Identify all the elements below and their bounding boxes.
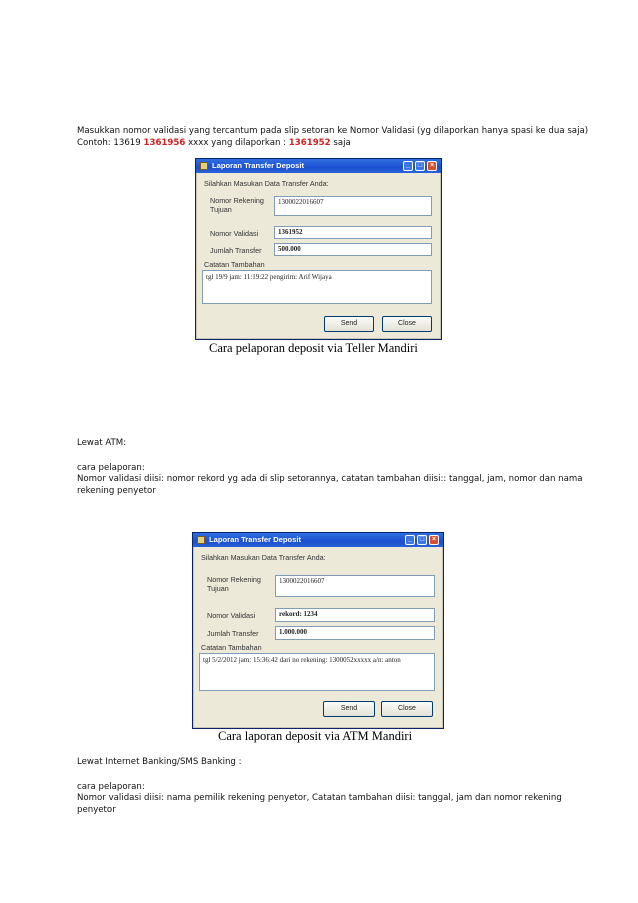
jumlah-field[interactable]: 500.000 <box>274 243 432 256</box>
atm-heading: Lewat ATM: <box>77 438 127 448</box>
prompt-label: Silahkan Masukan Data Transfer Anda: <box>201 553 326 562</box>
ibank-heading: Lewat Internet Banking/SMS Banking : <box>77 757 242 767</box>
example-prefix: Contoh: 13619 <box>77 138 144 148</box>
transfer-report-dialog-teller <box>195 158 442 340</box>
catatan-textarea[interactable]: tgl 19/9 jam: 11:19:22 pengirim: Arif Wijaya <box>202 270 432 304</box>
catatan-label: Catatan Tambahan <box>201 643 262 652</box>
rekening-label: Nomor Rekening Tujuan <box>210 196 264 214</box>
intro-line-2 <box>77 138 351 149</box>
rekening-label: Nomor Rekening Tujuan <box>207 575 261 593</box>
validasi-field[interactable]: rekord: 1234 <box>275 608 435 622</box>
catatan-label: Catatan Tambahan <box>204 260 265 269</box>
prompt-label: Silahkan Masukan Data Transfer Anda: <box>204 179 329 188</box>
atm-howto: cara pelaporan: <box>77 463 145 473</box>
minimize-icon[interactable]: _ <box>405 535 415 545</box>
minimize-icon[interactable]: _ <box>403 161 413 171</box>
ibank-howto: cara pelaporan: <box>77 782 145 792</box>
send-button[interactable]: Send <box>324 316 374 332</box>
jumlah-label: Jumlah Transfer <box>210 246 262 255</box>
atm-desc-line-2: rekening penyetor <box>77 486 156 496</box>
example-red-number-1: 1361956 <box>143 138 186 148</box>
validasi-label: Nomor Validasi <box>207 611 256 620</box>
dialog-titlebar <box>196 159 441 173</box>
dialog-titlebar <box>193 533 443 547</box>
atm-desc-line-1: Nomor validasi diisi: nomor rekord yg ada di slip setorannya, catatan tambahan diisi:: tanggal, jam, nomor dan nama <box>77 474 583 484</box>
example-red-number-2: 1361952 <box>288 138 331 148</box>
app-icon <box>200 162 208 170</box>
send-button[interactable]: Send <box>323 701 375 717</box>
caption-atm: Cara laporan deposit via ATM Mandiri <box>218 729 413 743</box>
dialog-title: Laporan Transfer Deposit <box>209 535 301 544</box>
validasi-label: Nomor Validasi <box>210 229 259 238</box>
validasi-field[interactable]: 1361952 <box>274 226 432 239</box>
transfer-report-dialog-atm <box>192 532 444 729</box>
close-button[interactable]: Close <box>381 701 433 717</box>
example-suffix: saja <box>330 138 351 148</box>
rekening-field[interactable]: 1300022016607 <box>275 575 435 597</box>
jumlah-field[interactable]: 1.000.000 <box>275 626 435 640</box>
intro-line-1: Masukkan nomor validasi yang tercantum pada slip setoran ke Nomor Validasi (yg dilaporkan hanya spasi ke dua saja) <box>77 126 589 136</box>
rekening-field[interactable]: 1300022016607 <box>274 196 432 216</box>
catatan-textarea[interactable]: tgl 5/2/2012 jam: 15:36:42 dari no rekening: 1300052xxxxx a/n: anton <box>199 653 435 691</box>
ibank-desc-line-1: Nomor validasi diisi: nama pemilik rekening penyetor, Catatan tambahan diisi: tanggal, jam dan nomor rekening <box>77 793 562 803</box>
maximize-icon[interactable]: □ <box>415 161 425 171</box>
close-icon[interactable]: × <box>427 161 437 171</box>
close-icon[interactable]: × <box>429 535 439 545</box>
example-middle: xxxx yang dilaporkan : <box>185 138 289 148</box>
caption-teller: Cara pelaporan deposit via Teller Mandiri <box>209 341 418 355</box>
maximize-icon[interactable]: □ <box>417 535 427 545</box>
app-icon <box>197 536 205 544</box>
jumlah-label: Jumlah Transfer <box>207 629 259 638</box>
dialog-title: Laporan Transfer Deposit <box>212 161 304 170</box>
ibank-desc-line-2: penyetor <box>77 805 116 815</box>
close-button[interactable]: Close <box>382 316 432 332</box>
